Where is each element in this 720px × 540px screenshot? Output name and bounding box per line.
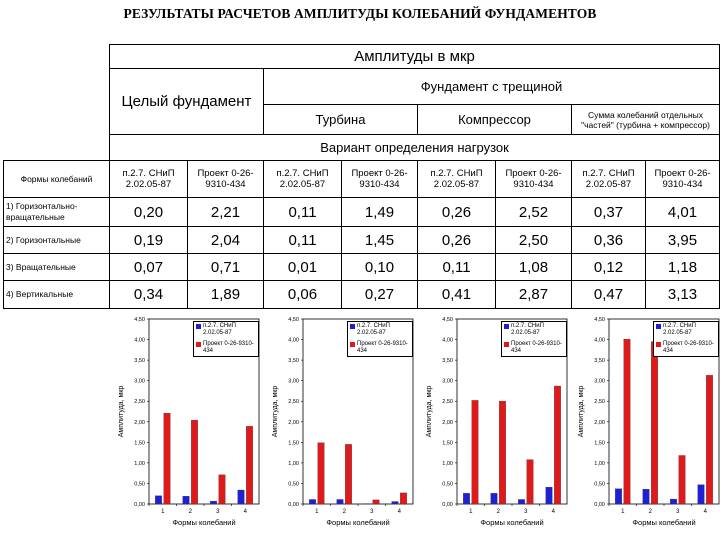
blank-cell [4,135,110,161]
y-tick-label: 3,00 [288,378,299,385]
y-tick-label: 4,00 [442,337,453,344]
chart-legend [653,321,719,357]
x-tick-label: 2 [342,509,346,515]
y-tick-label: 3,00 [442,378,453,385]
y-tick-label: 2,00 [288,419,299,426]
table-cell: 0,19 [110,227,188,254]
y-tick-label: 3,50 [134,358,145,365]
table-cell: 3,13 [646,281,720,309]
bar-snip [183,496,190,504]
bar-snip [615,489,622,504]
blank-cell [4,105,110,135]
bar-project [318,443,325,504]
y-tick-label: 3,00 [594,378,605,385]
bar-snip [309,499,316,504]
x-tick-label: 3 [524,509,528,515]
col-snip-header: п.2.7. СНиП 2.02.05-87 [572,161,646,198]
bar-project [191,420,198,504]
load-variant-header: Вариант определения нагрузок [110,135,720,161]
table-cell: 3,95 [646,227,720,254]
y-tick-label: 4,50 [442,317,453,323]
bar-project [472,400,479,504]
chart-legend [347,321,413,357]
y-tick-label: 1,50 [442,440,453,447]
table-cell: 0,10 [342,254,418,281]
x-tick-label: 4 [243,509,247,515]
legend-entry [504,323,564,337]
y-tick-label: 0,00 [442,502,453,508]
bar-snip [337,499,344,504]
y-tick-label: 1,00 [594,460,605,467]
row-label: 3) Вращательные [4,254,110,281]
chart-legend [501,321,567,357]
y-tick-label: 2,50 [594,399,605,406]
legend-label: Проект 0-26-9310-434 [203,341,254,354]
legend-label: п.2.7. СНиП 2.02.05-87 [663,323,696,336]
x-tick-label: 4 [397,509,401,515]
legend-label: Проект 0-26-9310-434 [663,341,714,354]
y-tick-label: 4,50 [594,317,605,323]
col-project-header: Проект 0-26-9310-434 [646,161,720,198]
legend-swatch [350,324,355,329]
legend-entry [656,341,716,355]
table-cell: 0,11 [418,254,496,281]
legend-swatch [656,342,661,347]
bar-project [624,339,631,504]
table-cell: 0,26 [418,198,496,227]
table-cell: 2,50 [496,227,572,254]
col-project-header: Проект 0-26-9310-434 [342,161,418,198]
table-row [4,254,720,281]
table-cell: 0,71 [188,254,264,281]
table-cell: 0,20 [110,198,188,227]
table-cell: 0,11 [264,227,342,254]
charts-area [113,314,719,538]
y-axis-label: Амплитуда, мкр [578,385,585,438]
cracked-foundation-header: Фундамент с трещиной [264,69,720,105]
y-tick-label: 2,00 [134,419,145,426]
legend-label: п.2.7. СНиП 2.02.05-87 [203,323,236,336]
y-tick-label: 2,00 [442,419,453,426]
table-cell: 0,26 [418,227,496,254]
y-tick-label: 2,50 [442,399,453,406]
legend-entry [196,341,256,355]
y-tick-label: 3,50 [442,358,453,365]
y-tick-label: 3,50 [594,358,605,365]
y-tick-label: 3,50 [288,358,299,365]
y-tick-label: 3,00 [134,378,145,385]
y-tick-label: 0,00 [134,502,145,508]
table-cell: 0,11 [264,198,342,227]
row-label: 1) Горизонтально-вращательные [4,198,110,227]
y-tick-label: 1,50 [288,440,299,447]
row-label: 2) Горизонтальные [4,227,110,254]
chart-sum [573,314,720,538]
bar-project [651,342,658,504]
legend-entry [350,341,410,355]
y-axis-label: Амплитуда, мкр [272,385,279,438]
y-tick-label: 4,00 [134,337,145,344]
bar-project [164,413,171,504]
y-tick-label: 2,50 [134,399,145,406]
y-tick-label: 0,50 [442,481,453,488]
y-tick-label: 0,50 [594,481,605,488]
bar-project [499,401,506,504]
legend-entry [504,341,564,355]
bar-snip [210,501,217,504]
sum-parts-header: Сумма колебаний отдельных "частей" (турбина + компрессор) [572,105,720,135]
page-title: РЕЗУЛЬТАТЫ РАСЧЕТОВ АМПЛИТУДЫ КОЛЕБАНИЙ ФУНДАМЕНТОВ [123,6,597,21]
x-tick-label: 2 [496,509,500,515]
table-row [4,281,720,309]
legend-label: Проект 0-26-9310-434 [357,341,408,354]
table-cell: 1,18 [646,254,720,281]
x-axis-label: Формы колебаний [480,518,544,527]
bar-project [679,455,686,504]
y-tick-label: 1,50 [134,440,145,447]
legend-label: Проект 0-26-9310-434 [511,341,562,354]
bar-project [527,460,534,504]
bar-snip [670,499,677,504]
x-tick-label: 1 [161,509,165,515]
table-cell: 2,52 [496,198,572,227]
x-tick-label: 1 [469,509,473,515]
bar-snip [491,493,498,504]
table-cell: 0,41 [418,281,496,309]
y-axis-label: Амплитуда, мкр [118,385,125,438]
table-cell: 1,89 [188,281,264,309]
x-tick-label: 3 [370,509,374,515]
x-tick-label: 1 [315,509,319,515]
bar-project [373,500,380,504]
legend-swatch [656,324,661,329]
bar-snip [698,485,705,504]
table-cell: 1,49 [342,198,418,227]
y-tick-label: 0,00 [288,502,299,508]
legend-swatch [504,342,509,347]
legend-swatch [504,324,509,329]
table-cell: 0,34 [110,281,188,309]
table-cell: 0,01 [264,254,342,281]
y-tick-label: 4,00 [288,337,299,344]
y-tick-label: 0,50 [288,481,299,488]
y-tick-label: 0,00 [594,502,605,508]
chart-compressor [421,314,571,538]
bar-snip [392,502,399,504]
x-tick-label: 4 [551,509,555,515]
legend-label: п.2.7. СНиП 2.02.05-87 [511,323,544,336]
col-project-header: Проект 0-26-9310-434 [496,161,572,198]
chart-whole-foundation [113,314,263,538]
table-cell: 0,27 [342,281,418,309]
results-table [3,44,720,309]
legend-entry [656,323,716,337]
y-tick-label: 1,00 [288,460,299,467]
table-cell: 0,37 [572,198,646,227]
turbine-header: Турбина [264,105,418,135]
col-project-header: Проект 0-26-9310-434 [188,161,264,198]
y-tick-label: 1,00 [442,460,453,467]
x-tick-label: 1 [621,509,625,515]
table-cell: 2,87 [496,281,572,309]
table-cell: 2,04 [188,227,264,254]
x-axis-label: Формы колебаний [632,518,696,527]
y-tick-label: 1,00 [134,460,145,467]
bar-project [345,444,352,504]
bar-snip [546,487,553,504]
table-cell: 0,47 [572,281,646,309]
table-row [4,227,720,254]
x-axis-label: Формы колебаний [326,518,390,527]
x-axis-label: Формы колебаний [172,518,236,527]
col-snip-header: п.2.7. СНиП 2.02.05-87 [264,161,342,198]
results-sheet [3,44,717,538]
whole-foundation-header: Целый фундамент [110,69,264,135]
bar-project [400,493,407,504]
bar-project [554,386,561,504]
bar-project [706,375,713,504]
table-cell: 1,08 [496,254,572,281]
table-row [4,198,720,227]
x-tick-label: 4 [703,509,707,515]
col-snip-header: п.2.7. СНиП 2.02.05-87 [418,161,496,198]
forms-header: Формы колебаний [4,161,110,198]
y-tick-label: 0,50 [134,481,145,488]
row-label: 4) Вертикальные [4,281,110,309]
amplitudes-header: Амплитуды в мкр [110,45,720,69]
y-axis-label: Амплитуда, мкр [426,385,433,438]
col-snip-header: п.2.7. СНиП 2.02.05-87 [110,161,188,198]
x-tick-label: 3 [676,509,680,515]
bar-snip [463,493,470,504]
table-cell: 1,45 [342,227,418,254]
table-cell: 4,01 [646,198,720,227]
bar-snip [518,499,525,504]
legend-entry [350,323,410,337]
table-cell: 0,06 [264,281,342,309]
blank-cell [4,45,110,69]
y-tick-label: 1,50 [594,440,605,447]
table-cell: 0,07 [110,254,188,281]
legend-swatch [196,324,201,329]
legend-swatch [350,342,355,347]
y-tick-label: 4,50 [288,317,299,323]
chart-legend [193,321,259,357]
chart-turbine [267,314,417,538]
table-cell: 0,12 [572,254,646,281]
bar-project [246,426,253,504]
x-tick-label: 2 [188,509,192,515]
bar-snip [238,490,245,504]
bar-project [219,475,226,504]
table-cell: 0,36 [572,227,646,254]
y-tick-label: 4,00 [594,337,605,344]
compressor-header: Компрессор [418,105,572,135]
y-tick-label: 2,00 [594,419,605,426]
legend-label: п.2.7. СНиП 2.02.05-87 [357,323,390,336]
table-cell: 2,21 [188,198,264,227]
bar-snip [155,496,162,504]
legend-entry [196,323,256,337]
bar-snip [643,489,650,504]
x-tick-label: 3 [216,509,220,515]
y-tick-label: 2,50 [288,399,299,406]
y-tick-label: 4,50 [134,317,145,323]
legend-swatch [196,342,201,347]
blank-cell [4,69,110,105]
x-tick-label: 2 [648,509,652,515]
